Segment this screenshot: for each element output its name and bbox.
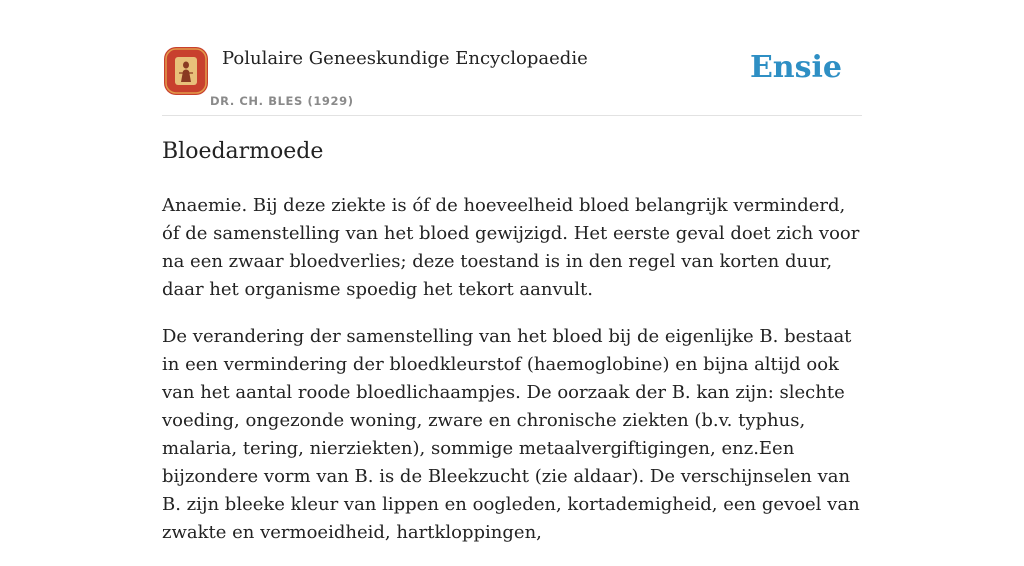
book-cover-icon [164, 47, 208, 95]
book-title[interactable]: Polulaire Geneeskundige Encyclopaedie [222, 48, 588, 69]
article-paragraph: De verandering der samenstelling van het bloed bij de eigenlijke B. bestaat in een vermindering der bloedkleurstof (haemoglobine) en bijna altijd ook van het aantal roode bloedlichaampjes. De oorzaak der B. kan zijn: slechte voeding, ongezonde woning, zware en chronische ziekten (b.v. typhus, malaria, tering, nierziekten), sommige metaalvergiftigingen, enz.Een bijzondere vorm van B. is de Bleekzucht (zie aldaar). De verschijnselen van B. zijn bleeke kleur van lippen en oogleden, kortademigheid, een gevoel van zwakte en vermoeidheid, hartkloppingen, [162, 326, 860, 543]
book-author[interactable]: DR. CH. BLES (1929) [210, 94, 354, 108]
entry-title: Bloedarmoede [162, 139, 324, 164]
book-cover-image[interactable] [164, 47, 208, 95]
article-body [162, 192, 862, 566]
brand-logo[interactable]: Ensie [749, 50, 842, 85]
page-header [162, 42, 862, 116]
article-paragraph: Anaemie. Bij deze ziekte is óf de hoeveelheid bloed belangrijk verminderd, óf de samenstelling van het bloed gewijzigd. Het eerste geval doet zich voor na een zwaar bloedverlies; deze toestand is in den regel van korten duur, daar het organisme spoedig het tekort aanvult. [162, 195, 860, 300]
